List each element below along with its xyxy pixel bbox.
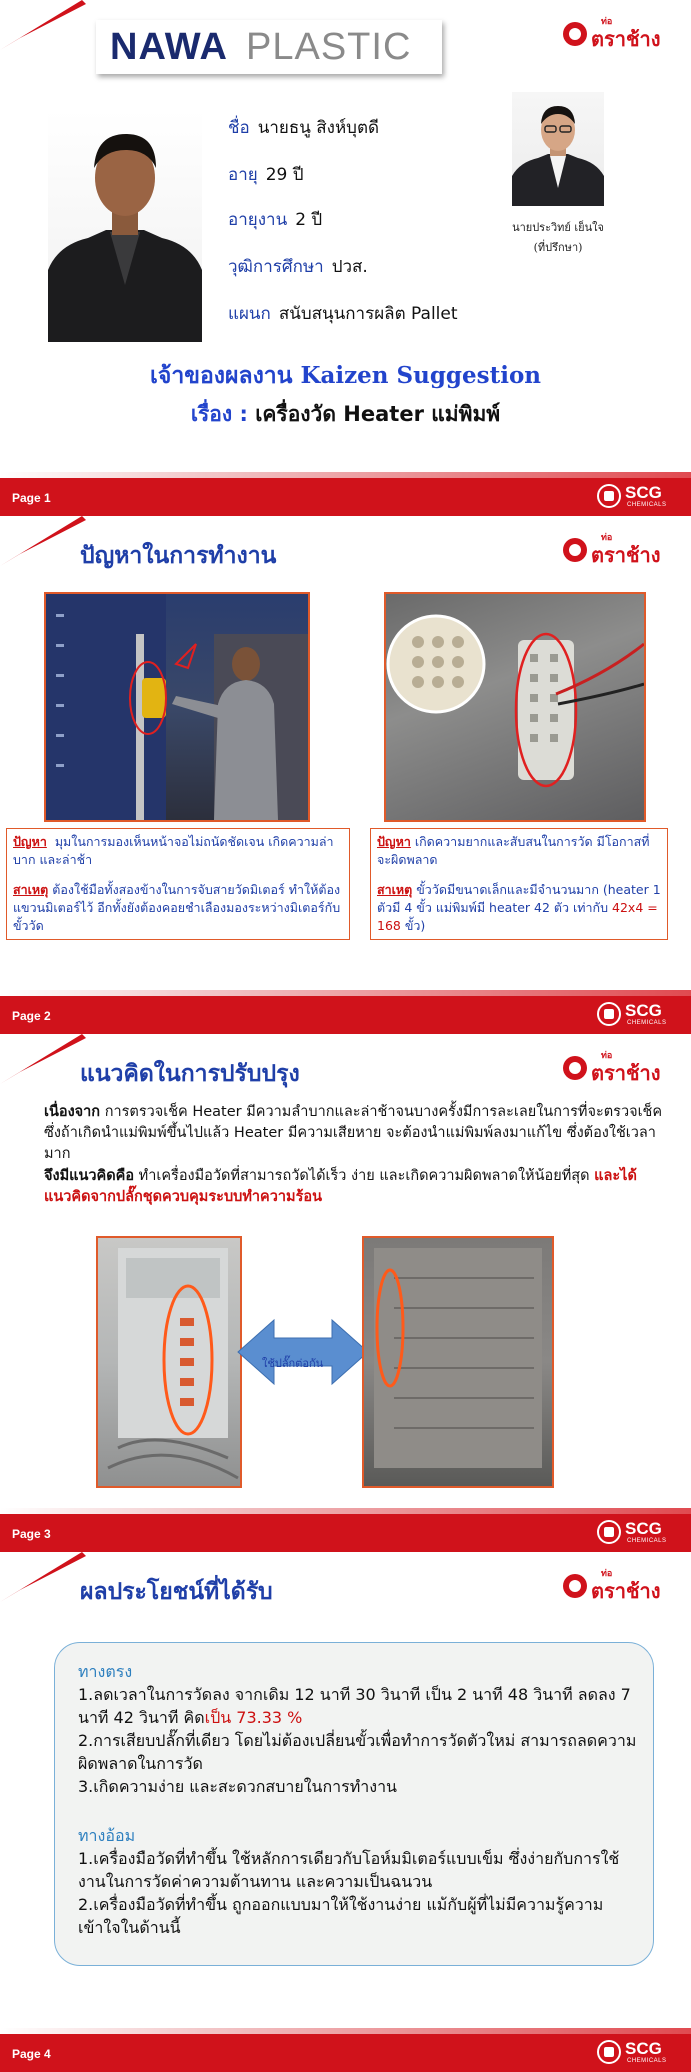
page-number: Page 1 [12,491,51,505]
subject-text: เครื่องวัด Heater แม่พิมพ์ [255,402,501,426]
control-cabinet-photo [96,1236,242,1488]
scg-subtitle: CHEMICALS [627,502,667,508]
scg-name: SCG [625,1001,662,1020]
brand-big-text: ตราช้าง [591,1579,661,1603]
chang-brand-logo [563,1566,675,1606]
info-key: แผนก [228,304,271,324]
chang-emblem-icon [563,1056,587,1080]
scg-subtitle: CHEMICALS [627,2058,667,2064]
owner-photo [48,110,202,342]
problem-label: ปัญหา [377,834,411,849]
arrow-label: ใช้ปลั๊กต่อกัน [262,1357,324,1370]
idea-paragraph [44,1166,664,1208]
info-age-row [228,161,304,188]
brand-small-text: ท่อ [601,1051,613,1061]
cause-text: ขั้ววัดมีขนาดเล็กและมีจำนวนมาก (heater 1 ตัวมี 4 ขั้ว แม่พิมพ์มี heater 42 ตัว เท่ากับ [377,882,661,915]
chang-brand-logo [563,1048,675,1088]
slide-1 [0,0,691,516]
scg-name: SCG [625,2039,662,2058]
subject-heading [0,398,691,431]
page-footer [0,2034,691,2072]
brand-big-text: ตราช้าง [591,543,661,567]
idea-lead: จึงมีแนวคิดคือ [44,1168,135,1184]
brand-big-text: ตราช้าง [591,1061,661,1085]
problem-note-left [6,828,350,940]
page-number: Page 3 [12,1527,51,1541]
scg-subtitle: CHEMICALS [627,1538,667,1544]
info-name-row [228,114,379,141]
advisor-caption [466,218,650,258]
brand-small-text: ท่อ [601,533,613,543]
red-corner-swoosh [0,0,90,52]
chang-brand-logo [563,14,675,54]
slide-title: ปัญหาในการทำงาน [80,543,277,569]
advisor-name: นายประวิทย์ เย็นใจ [512,221,604,234]
info-value: นายธนู สิงห์บุตดี [257,118,380,138]
info-department-row [228,300,458,327]
advisor-role: (ที่ปรึกษา) [533,241,583,254]
logo-text-nawa: NAWA [110,26,228,68]
reason-lead: เนื่องจาก [44,1104,101,1120]
advisor-photo [512,92,604,206]
cause-text: ต้องใช้มือทั้งสองข้างในการจับสายวัดมิเตอร์ ทำให้ต้องแขวนมิเตอร์ไว้ อีกทั้งยังต้องคอยชำเลืองมองระหว่างมิเตอร์กับขั้ววัด [13,882,341,933]
cause-end: ขั้ว) [404,918,426,933]
problem-text: มุมในการมองเห็นหน้าจอไม่ถนัดชัดเจน เกิดความล่าบาก และล่าช้า [13,834,334,867]
info-value: 29 ปี [265,165,304,185]
indirect-benefits [78,1824,638,1939]
direct-item-1: 1.ลดเวลาในการวัดลง จากเดิม 12 นาที 30 วินาที เป็น 2 นาที 48 วินาที ลดลง 7 นาที 42 วินาที คิด [78,1685,631,1727]
problem-text: เกิดความยากและสับสนในการวัด มีโอกาสที่จะผิดพลาด [377,834,650,867]
owner-heading: เจ้าของผลงาน Kaizen Suggestion [149,362,542,389]
chang-brand-logo [563,530,675,570]
scg-emblem-icon [597,484,621,508]
page-number: Page 4 [12,2047,51,2061]
scg-name: SCG [625,1519,662,1538]
chang-emblem-icon [563,538,587,562]
brand-small-text: ท่อ [601,17,613,27]
reason-paragraph [44,1102,664,1165]
problem-label: ปัญหา [13,834,47,849]
red-corner-swoosh [0,1034,90,1086]
logo-text-plastic: PLASTIC [246,26,412,68]
page-number: Page 2 [12,1009,51,1023]
scg-subtitle: CHEMICALS [627,1020,667,1026]
direct-item-2: 2.การเสียบปลั๊กที่เดียว โดยไม่ต้องเปลี่ยนขั้วเพื่อทำการวัดตัวใหม่ สามารถลดความผิดพลาดในการวัด [78,1731,637,1773]
direct-item-1-highlight: เป็น 73.33 % [204,1708,303,1727]
brand-small-text: ท่อ [601,1569,613,1579]
scg-chemicals-logo [597,2038,677,2068]
direct-item-3: 3.เกิดความง่าย และสะดวกสบายในการทำงาน [78,1777,397,1796]
scg-chemicals-logo [597,482,677,512]
idea-text: ทำเครื่องมือวัดที่สามารถวัดได้เร็ว ง่าย และเกิดความผิดพลาดให้น้อยที่สุด [138,1168,590,1184]
scg-name: SCG [625,483,662,502]
direct-heading: ทางตรง [78,1662,133,1681]
nawaplastic-logo [96,20,442,74]
scg-emblem-icon [597,1520,621,1544]
indirect-item-2: 2.เครื่องมือวัดที่ทำขึ้น ถูกออกแบบมาให้ใช้งานง่าย แม้กับผู้ที่ไม่มีความรู้ความเข้าใจในด้านนี้ [78,1895,604,1937]
idea-highlight: และได้แนวคิดจากปลั๊กชุดควบคุมระบบทำความร้อน [44,1168,637,1205]
info-key: อายุ [228,165,258,185]
slide-title: ผลประโยชน์ที่ได้รับ [80,1579,273,1605]
page-footer [0,478,691,516]
direct-benefits [78,1660,638,1798]
scg-emblem-icon [597,1002,621,1026]
chang-emblem-icon [563,22,587,46]
red-corner-swoosh [0,516,90,568]
reason-text: การตรวจเช็ค Heater มีความลำบากและล่าช้าจนบางครั้งมีการละเลยในการที่จะตรวจเช็ค ซึ่งถ้าเกิดนำแม่พิมพ์ขึ้นไปแล้ว Heater มีความเสียหาย จะต้องนำแม่พิมพ์ลงมาแก้ไข ซึ่งต้องใช้เวลามาก [44,1104,663,1162]
info-value: สนับสนุนการผลิต Pallet [278,304,458,324]
red-corner-swoosh [0,1552,90,1604]
page-footer [0,996,691,1034]
indirect-heading: ทางอ้อม [78,1826,136,1845]
double-arrow-icon [236,1316,370,1388]
slide-title: แนวคิดในการปรับปรุง [80,1061,300,1087]
info-value: 2 ปี [295,210,323,230]
problem-note-right [370,828,668,940]
info-key: วุฒิการศึกษา [228,257,324,277]
page-footer [0,1514,691,1552]
info-education-row [228,253,368,280]
mold-plug-photo [362,1236,554,1488]
cause-highlight: 42x4 = 168 [377,900,658,933]
scg-emblem-icon [597,2040,621,2064]
indirect-item-1: 1.เครื่องมือวัดที่ทำขึ้น ใช้หลักการเดียวกับโอห์มมิเตอร์แบบเข็ม ซึ่งง่ายกับการใช้งานในการวัดค่าความต้านทาน และความเป็นฉนวน [78,1849,620,1891]
cause-label: สาเหตุ [377,882,413,897]
worker-measuring-photo [44,592,310,822]
info-key: ชื่อ [228,118,250,138]
scg-chemicals-logo [597,1518,677,1548]
cause-label: สาเหตุ [13,882,49,897]
info-tenure-row [228,206,322,233]
scg-chemicals-logo [597,1000,677,1030]
chang-emblem-icon [563,1574,587,1598]
subject-label: เรื่อง : [190,402,248,426]
brand-big-text: ตราช้าง [591,27,661,51]
info-value: ปวส. [331,257,368,277]
heater-connector-photo [384,592,646,822]
info-key: อายุงาน [228,210,288,230]
